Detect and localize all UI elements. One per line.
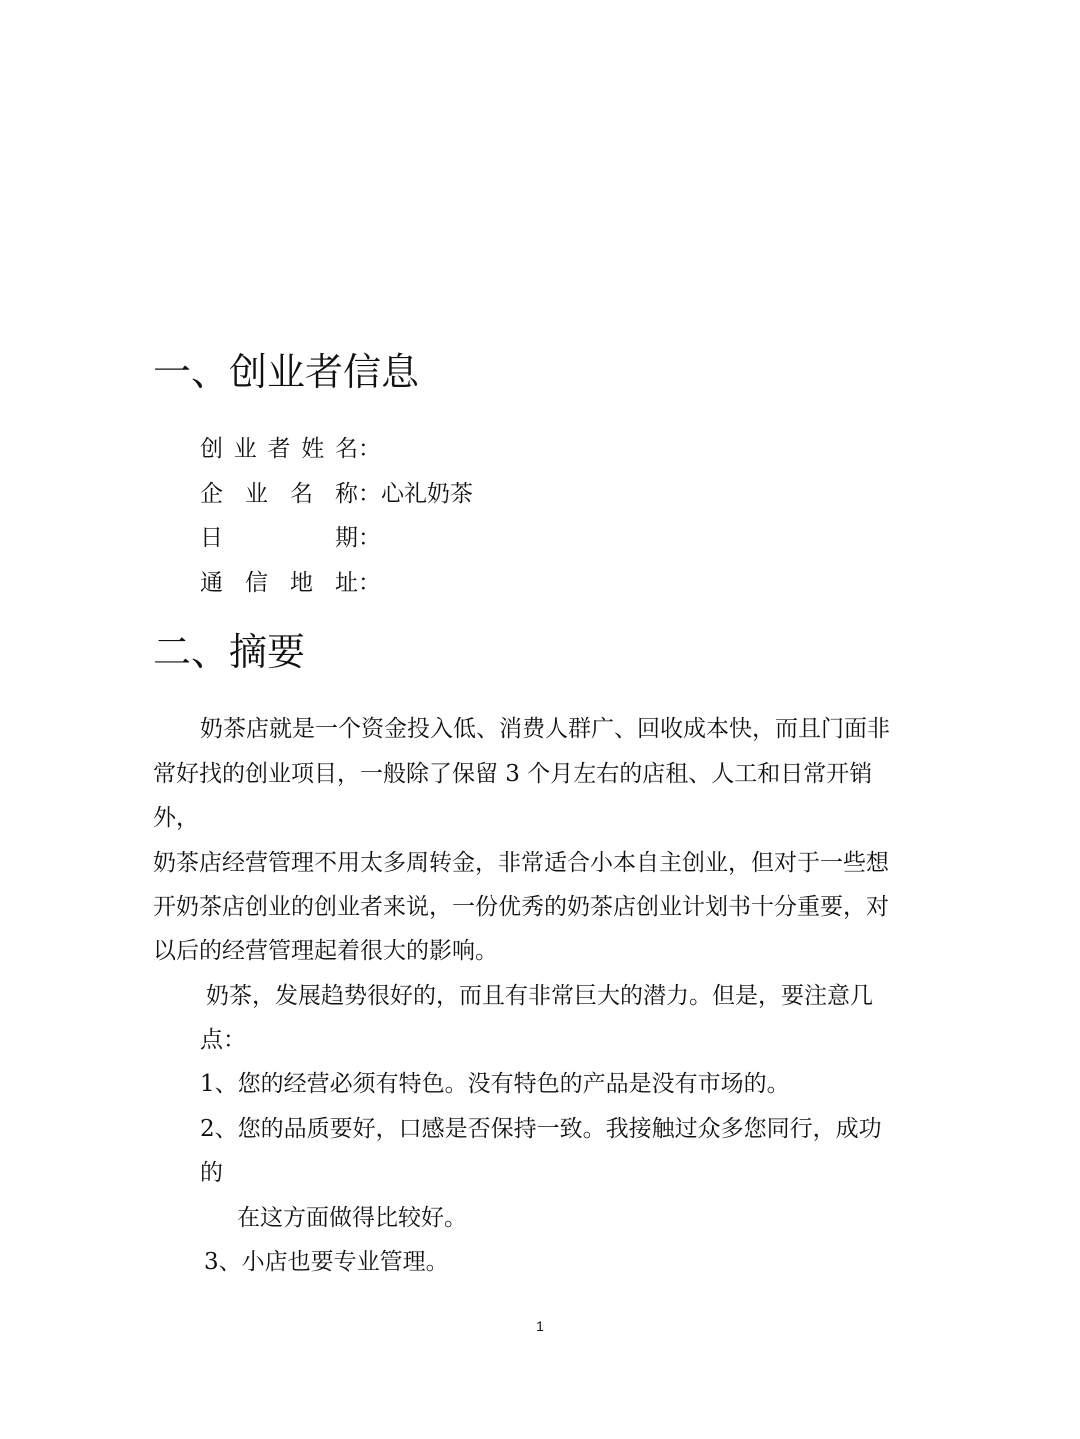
- section-heading-founder-info: 一、创业者信息: [153, 350, 420, 394]
- summary-line: 奶茶店就是一个资金投入低、消费人群广、回收成本快，而且门面非: [200, 716, 890, 742]
- page-number: 1: [536, 1318, 544, 1334]
- field-label: 通信地址: [200, 570, 358, 596]
- list-item-continuation: 的: [200, 1160, 223, 1186]
- field-label: 日期: [200, 525, 358, 551]
- field-date: 日期 ：: [200, 525, 381, 551]
- field-address: 通信地址 ：: [200, 570, 381, 596]
- field-label: 企业名称: [200, 481, 358, 507]
- list-item: 1、您的经营必须有特色。没有特色的产品是没有市场的。: [200, 1071, 790, 1097]
- list-item-continuation: 在这方面做得比较好。: [237, 1205, 467, 1231]
- field-company-name: 企业名称 ： 心礼奶茶: [200, 481, 473, 507]
- field-value: 心礼奶茶: [381, 481, 473, 507]
- field-founder-name: 创业者姓名 ：: [200, 436, 381, 462]
- summary-line: 开奶茶店创业的创业者来说，一份优秀的奶茶店创业计划书十分重要，对: [153, 894, 889, 920]
- list-item: 2、您的品质要好，口感是否保持一致。我接触过众多您同行，成功: [200, 1116, 882, 1142]
- summary-line: 奶茶店经营管理不用太多周转金，非常适合小本自主创业，但对于一些想: [153, 850, 889, 876]
- summary-line: 外，: [153, 805, 199, 831]
- summary-line: 以后的经营管理起着很大的影响。: [153, 938, 498, 964]
- summary-line: 奶茶，发展趋势很好的，而且有非常巨大的潜力。但是，要注意几: [206, 983, 873, 1009]
- section-heading-summary: 二、摘要: [153, 630, 306, 674]
- list-item: 3、小店也要专业管理。: [204, 1249, 449, 1275]
- summary-line: 常好找的创业项目，一般除了保留 3 个月左右的店租、人工和日常开销: [153, 761, 873, 787]
- field-label: 创业者姓名: [200, 436, 358, 462]
- summary-line: 点：: [200, 1027, 246, 1053]
